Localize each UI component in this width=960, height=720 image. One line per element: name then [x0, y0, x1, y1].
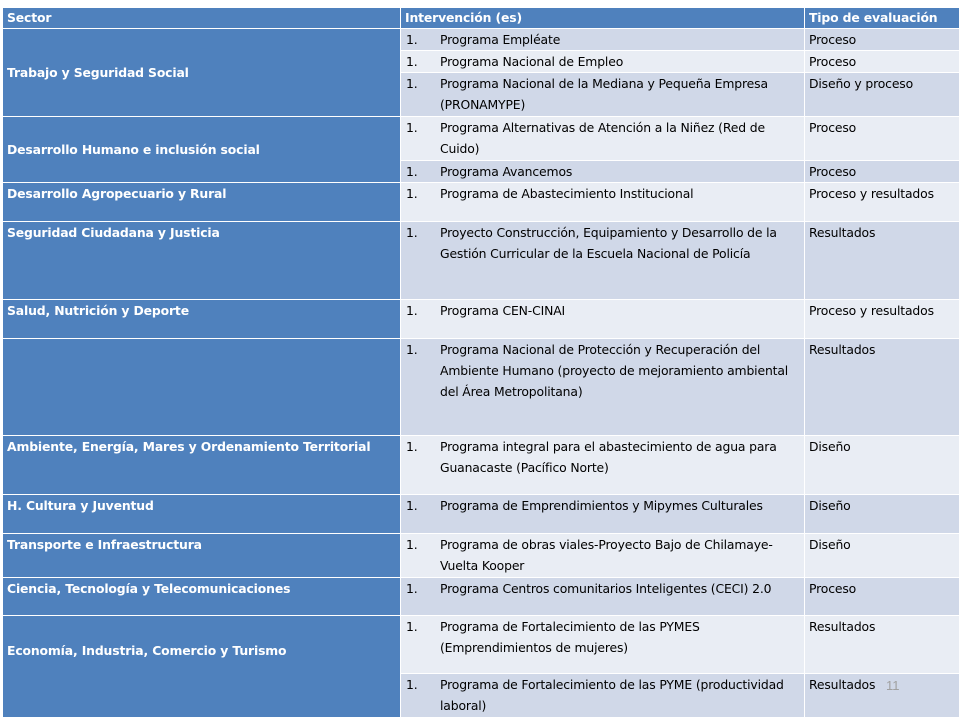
intervention-text: Programa Nacional de Empleo	[440, 54, 624, 69]
item-number: 1.	[406, 32, 418, 47]
item-number: 1.	[406, 498, 418, 513]
intervention-cell	[401, 674, 805, 718]
intervention-cell	[401, 117, 805, 161]
item-number: 1.	[406, 54, 418, 69]
evaluation-cell: Diseño y proceso	[805, 73, 960, 117]
item-number: 1.	[406, 619, 418, 634]
sector-cell: Ambiente, Energía, Mares y Ordenamiento Territorial	[3, 436, 401, 495]
table-row	[3, 29, 960, 51]
intervention-text: Programa Alternativas de Atención a la Niñez (Red de Cuido)	[440, 120, 765, 156]
page-number: 11	[886, 678, 900, 693]
evaluation-table	[2, 7, 960, 718]
table-row	[3, 616, 960, 674]
intervention-text: Programa Centros comunitarios Inteligentes (CECI) 2.0	[440, 581, 772, 596]
intervention-cell	[401, 300, 805, 339]
evaluation-cell: Proceso	[805, 51, 960, 73]
item-number: 1.	[406, 677, 418, 692]
header-intervention: Intervención (es)	[401, 8, 805, 29]
evaluation-cell: Proceso y resultados	[805, 300, 960, 339]
header-row	[3, 8, 960, 29]
evaluation-cell: Proceso	[805, 117, 960, 161]
item-number: 1.	[406, 186, 418, 201]
evaluation-cell: Proceso y resultados	[805, 183, 960, 222]
item-number: 1.	[406, 439, 418, 454]
intervention-text: Programa de Emprendimientos y Mipymes Culturales	[440, 498, 763, 513]
intervention-cell	[401, 161, 805, 183]
table-row	[3, 222, 960, 300]
sector-cell: Desarrollo Agropecuario y Rural	[3, 183, 401, 222]
table-row	[3, 117, 960, 161]
sector-cell: Economía, Industria, Comercio y Turismo	[3, 616, 401, 718]
evaluation-cell: Resultados	[805, 616, 960, 674]
item-number: 1.	[406, 342, 418, 357]
evaluation-cell: Diseño	[805, 534, 960, 578]
table-row	[3, 183, 960, 222]
evaluation-cell: Resultados	[805, 339, 960, 436]
intervention-cell	[401, 578, 805, 616]
item-number: 1.	[406, 581, 418, 596]
table-row	[3, 534, 960, 578]
intervention-text: Proyecto Construcción, Equipamiento y Desarrollo de la Gestión Curricular de la Escuela Nacional de Policía	[440, 225, 777, 261]
intervention-text: Programa de Abastecimiento Institucional	[440, 186, 694, 201]
item-number: 1.	[406, 164, 418, 179]
intervention-text: Programa de obras viales-Proyecto Bajo de Chilamaye-Vuelta Kooper	[440, 537, 773, 573]
header-evaluation: Tipo de evaluación	[805, 8, 960, 29]
intervention-cell	[401, 222, 805, 300]
intervention-cell	[401, 436, 805, 495]
sector-cell: H. Cultura y Juventud	[3, 495, 401, 534]
item-number: 1.	[406, 120, 418, 135]
intervention-text: Programa CEN-CINAI	[440, 303, 566, 318]
table-row	[3, 495, 960, 534]
evaluation-cell: Diseño	[805, 495, 960, 534]
intervention-text: Programa de Fortalecimiento de las PYMES (Emprendimientos de mujeres)	[440, 619, 700, 655]
intervention-text: Programa integral para el abastecimiento de agua para Guanacaste (Pacífico Norte)	[440, 439, 777, 475]
table-row	[3, 339, 960, 436]
table-row	[3, 300, 960, 339]
intervention-cell	[401, 495, 805, 534]
sector-cell: Desarrollo Humano e inclusión social	[3, 117, 401, 183]
evaluation-cell: Resultados	[805, 674, 960, 718]
evaluation-cell: Diseño	[805, 436, 960, 495]
sector-cell: Salud, Nutrición y Deporte	[3, 300, 401, 339]
intervention-cell	[401, 73, 805, 117]
intervention-cell	[401, 183, 805, 222]
intervention-text: Programa Nacional de la Mediana y Pequeña Empresa (PRONAMYPE)	[440, 76, 768, 112]
sector-cell: Ciencia, Tecnología y Telecomunicaciones	[3, 578, 401, 616]
item-number: 1.	[406, 303, 418, 318]
intervention-text: Programa Nacional de Protección y Recuperación del Ambiente Humano (proyecto de mejoramiento ambiental del Área Metropolitana)	[440, 342, 789, 399]
table-row	[3, 436, 960, 495]
intervention-text: Programa Empléate	[440, 32, 561, 47]
header-sector: Sector	[3, 8, 401, 29]
sector-cell: Seguridad Ciudadana y Justicia	[3, 222, 401, 300]
evaluation-cell: Proceso	[805, 578, 960, 616]
intervention-cell	[401, 616, 805, 674]
item-number: 1.	[406, 76, 418, 91]
intervention-cell	[401, 51, 805, 73]
intervention-cell	[401, 534, 805, 578]
table-row	[3, 578, 960, 616]
intervention-text: Programa Avancemos	[440, 164, 573, 179]
evaluation-cell: Proceso	[805, 29, 960, 51]
sector-cell: Trabajo y Seguridad Social	[3, 29, 401, 117]
sector-cell-empty	[3, 339, 401, 436]
evaluation-cell: Resultados	[805, 222, 960, 300]
item-number: 1.	[406, 537, 418, 552]
intervention-cell	[401, 29, 805, 51]
intervention-cell	[401, 339, 805, 436]
evaluation-cell: Proceso	[805, 161, 960, 183]
sector-cell: Transporte e Infraestructura	[3, 534, 401, 578]
intervention-text: Programa de Fortalecimiento de las PYME (productividad laboral)	[440, 677, 784, 713]
item-number: 1.	[406, 225, 418, 240]
